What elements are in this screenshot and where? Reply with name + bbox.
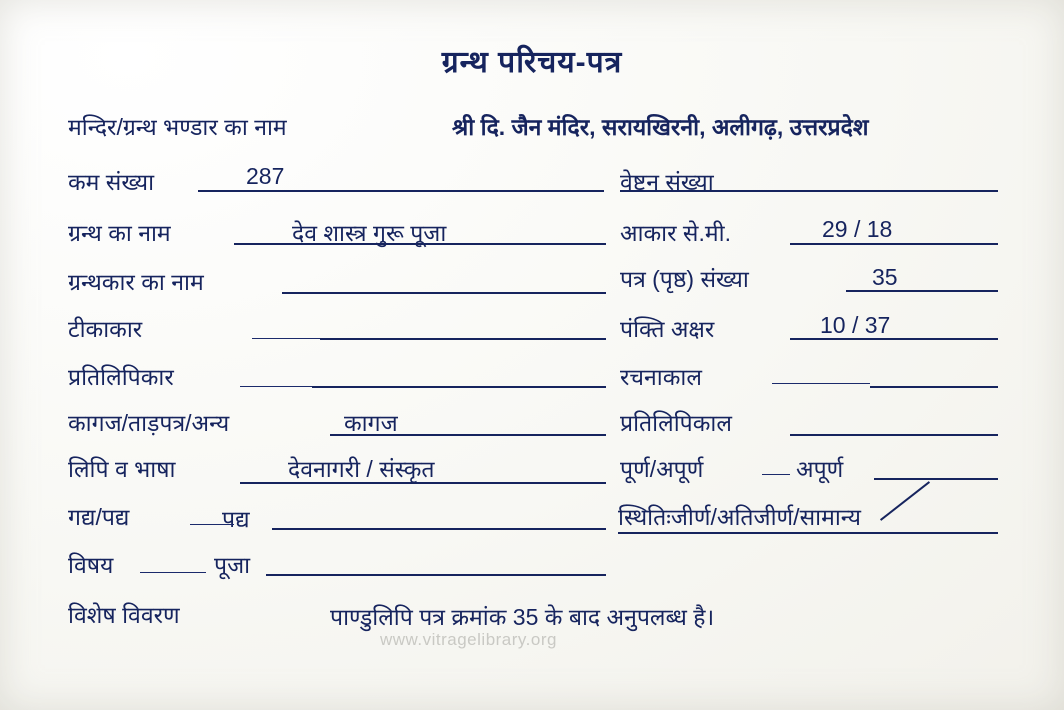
left-label-9: विशेष विवरण (68, 602, 180, 628)
left-value-0: 287 (246, 163, 285, 189)
left-label-8: विषय (68, 552, 114, 578)
left-label-2: ग्रन्थकार का नाम (68, 269, 204, 295)
left-rule-3b (320, 338, 606, 340)
right-value-3: 10 / 37 (820, 312, 891, 338)
right-rule-3 (790, 338, 998, 340)
right-value-1: 29 / 18 (822, 216, 893, 242)
left-label-7: गद्य/पद्य (68, 504, 130, 530)
left-rule-4a (240, 386, 312, 387)
left-rule-8a (140, 572, 206, 573)
page-title: ग्रन्थ परिचय-पत्र (441, 46, 623, 79)
left-rule-7a (190, 524, 234, 525)
left-value-1: देव शास्त्र गुरू पूजा (292, 220, 447, 246)
right-label-4: रचनाकाल (620, 364, 702, 390)
left-rule-1 (234, 243, 606, 245)
left-label-0: कम संख्या (68, 169, 155, 195)
temple-name-value: श्री दि. जैन मंदिर, सरायखिरनी, अलीगढ़, उत्तरप्रदेश (452, 114, 869, 140)
watermark-text: www.vitragelibrary.org (380, 630, 557, 649)
right-rule-4b (870, 386, 998, 388)
left-rule-7b (272, 528, 606, 530)
right-rule-7 (618, 532, 998, 534)
right-rule-6b (874, 478, 998, 480)
right-label-6: पूर्ण/अपूर्ण (620, 456, 704, 482)
left-value-8: पूजा (214, 552, 251, 578)
right-rule-1 (790, 243, 998, 245)
left-value-7: पद्य (222, 506, 250, 532)
right-value-6: अपूर्ण (796, 456, 844, 482)
right-rule-6a (762, 474, 790, 475)
left-rule-5 (330, 434, 606, 436)
left-label-3: टीकाकार (68, 316, 143, 342)
left-value-6: देवनागरी / संस्कृत (288, 456, 435, 482)
left-label-1: ग्रन्थ का नाम (68, 220, 171, 246)
right-label-5: प्रतिलिपिकाल (620, 410, 732, 436)
left-value-5: कागज (344, 410, 398, 436)
left-label-5: कागज/ताड़पत्र/अन्य (68, 410, 230, 436)
right-rule-5 (790, 434, 998, 436)
right-rule-0 (620, 190, 998, 192)
left-label-4: प्रतिलिपिकार (68, 364, 174, 390)
special-remark-text: पाण्डुलिपि पत्र क्रमांक 35 के बाद अनुपलब्ध है। (330, 604, 715, 630)
right-label-3: पंक्ति अक्षर (620, 316, 715, 342)
right-rule-2 (846, 290, 998, 292)
condition-strikethrough-mark (880, 481, 930, 521)
left-rule-4b (312, 386, 606, 388)
left-label-6: लिपि व भाषा (68, 456, 176, 482)
right-value-2: 35 (872, 264, 898, 290)
left-rule-2 (282, 292, 606, 294)
right-label-0: वेष्टन संख्या (620, 169, 714, 195)
right-label-7: स्थितिःजीर्ण/अतिजीर्ण/सामान्य (618, 504, 861, 530)
left-rule-8b (266, 574, 606, 576)
right-rule-4a (772, 383, 870, 384)
left-rule-3a (252, 338, 320, 339)
left-rule-6 (240, 482, 606, 484)
right-label-2: पत्र (पृष्ठ) संख्या (620, 266, 749, 292)
temple-name-label: मन्दिर/ग्रन्थ भण्डार का नाम (68, 114, 287, 140)
right-label-1: आकार से.मी. (620, 220, 731, 246)
left-rule-0 (198, 190, 604, 192)
